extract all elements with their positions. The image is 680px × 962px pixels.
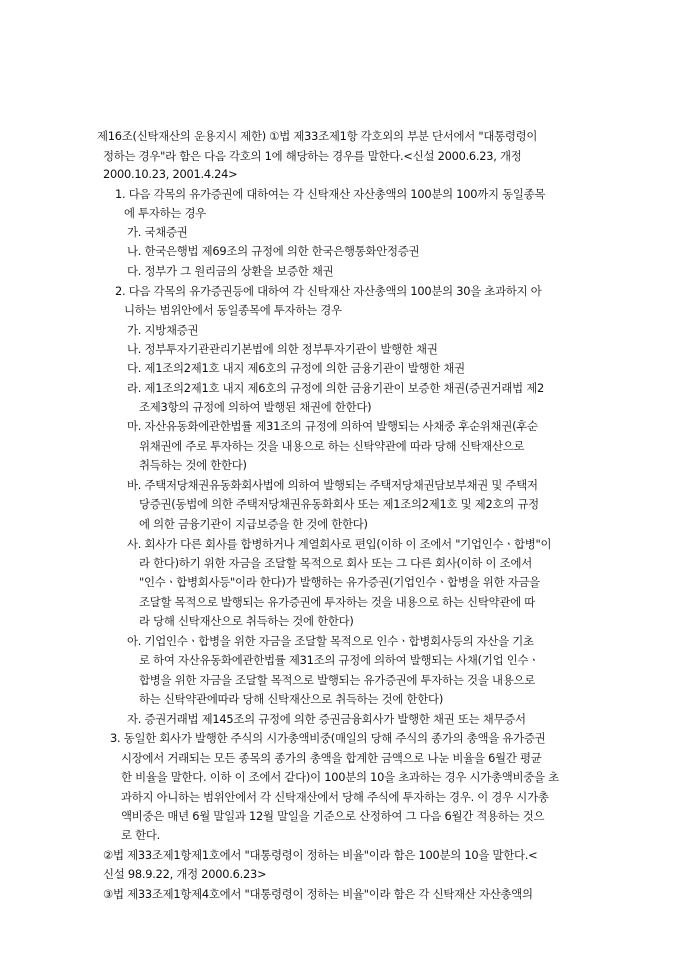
- item-2-subitem-a: 아. 기업인수ㆍ합병을 위한 자금을 조달할 목적으로 인수ㆍ합병회사등의 자산을 기초: [127, 634, 534, 648]
- item-1-subitem-da: 다. 정부가 그 원리금의 상환을 보증한 채권: [127, 264, 334, 278]
- item-2-subitem-ra: 조제3항의 규정에 의하여 발행된 채권에 한한다): [139, 400, 372, 414]
- item-1-line: 에 투자하는 경우: [124, 206, 207, 220]
- article-heading-line: 제16조(신탁재산의 운용지시 제한) ①법 제33조제1항 각호외의 부분 단서에서 "대통령령이: [97, 129, 538, 143]
- item-2-subitem-ra: 라. 제1조의2제1호 내지 제6호의 규정에 의한 금융기관이 보증한 채권(증권거래법 제2: [127, 381, 544, 395]
- article-heading-line: 정하는 경우"라 함은 다음 각호의 1에 해당하는 경우를 말한다.<신설 2000.6.23, 개정: [103, 149, 522, 163]
- article-heading-line: 2000.10.23, 2001.4.24>: [103, 167, 238, 181]
- item-3-line: 3. 동일한 회사가 발행한 주식의 시가총액비중(매일의 당해 주식의 종가의 총액을 유가증권: [110, 731, 546, 745]
- item-2-subitem-ma: 마. 자산유동화에관한법률 제31조의 규정에 의하여 발행되는 사채중 후순위채권(후순: [127, 419, 538, 433]
- paragraph-2-line: ②법 제33조제1항제1호에서 "대통령령이 정하는 비율"이라 함은 100분의 10을 말한다.<: [103, 848, 538, 862]
- item-2-subitem-sa: 라 한다)하기 위한 자금을 조달할 목적으로 회사 또는 그 다른 회사(이하 이 조에서: [139, 556, 532, 570]
- paragraph-3-line: ③법 제33조제1항제4호에서 "대통령령이 정하는 비율"이라 함은 각 신탁재산 자산총액의: [103, 887, 533, 901]
- item-2-subitem-a: 로 하여 자산유동화에관한법률 제31조의 규정에 의하여 발행되는 사채(기업 인수ㆍ: [139, 653, 540, 667]
- item-2-subitem-a: 합병을 위한 자금을 조달할 목적으로 발행되는 유가증권에 투자하는 것을 내용으로: [139, 673, 535, 687]
- item-3-line: 과하지 아니하는 범위안에서 각 신탁재산에서 당해 주식에 투자하는 경우. 이 경우 시가총: [121, 790, 549, 804]
- item-2-subitem-ga: 가. 지방채증권: [127, 323, 199, 337]
- paragraph-2-line: 신설 98.9.22, 개정 2000.6.23>: [103, 867, 267, 881]
- item-2-subitem-a: 하는 신탁약관에따라 당해 신탁재산으로 취득하는 것에 한한다): [139, 692, 444, 706]
- item-2-subitem-na: 나. 정부투자기관관리기본법에 의한 정부투자기관이 발행한 채권: [127, 342, 438, 356]
- item-1-subitem-ga: 가. 국채증권: [127, 225, 188, 239]
- item-3-line: 액비중은 매년 6월 말일과 12월 말일을 기준으로 산정하여 그 다음 6월간 적용하는 것으: [121, 809, 545, 823]
- item-3-line: 시장에서 거래되는 모든 종목의 종가의 총액을 합계한 금액으로 나눈 비율을 6월간 평균: [121, 751, 542, 765]
- item-1-line: 1. 다음 각목의 유가증권에 대하여는 각 신탁재산 자산총액의 100분의 100까지 동일종목: [115, 187, 546, 201]
- item-2-subitem-sa: 조달할 목적으로 발행되는 유가증권에 투자하는 것을 내용으로 하는 신탁약관에 따: [139, 595, 535, 609]
- item-2-subitem-ba: 에 의한 금융기관이 지급보증을 한 것에 한한다): [139, 517, 368, 531]
- item-3-line: 한 비율을 말한다. 이하 이 조에서 같다)이 100분의 10을 초과하는 경우 시가총액비중을 초: [121, 770, 559, 784]
- item-2-subitem-sa: 라 당해 신탁재산으로 취득하는 것에 한한다): [139, 614, 354, 628]
- item-1-subitem-na: 나. 한국은행법 제69조의 규정에 의한 한국은행통화안정증권: [127, 244, 420, 258]
- item-2-subitem-da: 다. 제1조의2제1호 내지 제6호의 규정에 의한 금융기관이 발행한 채권: [127, 361, 465, 375]
- item-2-subitem-ja: 자. 증권거래법 제145조의 규정에 의한 증권금융회사가 발행한 채권 또는 채무증서: [127, 712, 526, 726]
- item-2-subitem-sa: 사. 회사가 다른 회사를 합병하거나 계열회사로 편입(이하 이 조에서 "기업인수ㆍ합병"이: [127, 537, 552, 551]
- item-2-line: 2. 다음 각목의 유가증권등에 대하여 각 신탁재산 자산총액의 100분의 30을 초과하지 아: [115, 284, 542, 298]
- item-2-subitem-ba: 당증권(동법에 의한 주택저당채권유동화회사 또는 제1조의2제1호 및 제2호의 규정: [139, 497, 539, 511]
- item-2-subitem-ma: 위채권에 주로 투자하는 것을 내용으로 하는 신탁약관에 따라 당해 신탁재산으로: [139, 439, 525, 453]
- item-2-subitem-sa: "인수ㆍ합병회사등"이라 한다)가 발행하는 유가증권(기업인수ㆍ합병을 위한 자금을: [139, 575, 540, 589]
- item-2-subitem-ma: 취득하는 것에 한한다): [139, 458, 247, 472]
- item-2-line: 니하는 범위안에서 동일종목에 투자하는 경우: [124, 303, 342, 317]
- item-3-line: 로 한다.: [121, 828, 161, 842]
- item-2-subitem-ba: 바. 주택저당채권유동화회사법에 의하여 발행되는 주택저당채권담보부채권 및 주택저: [127, 478, 538, 492]
